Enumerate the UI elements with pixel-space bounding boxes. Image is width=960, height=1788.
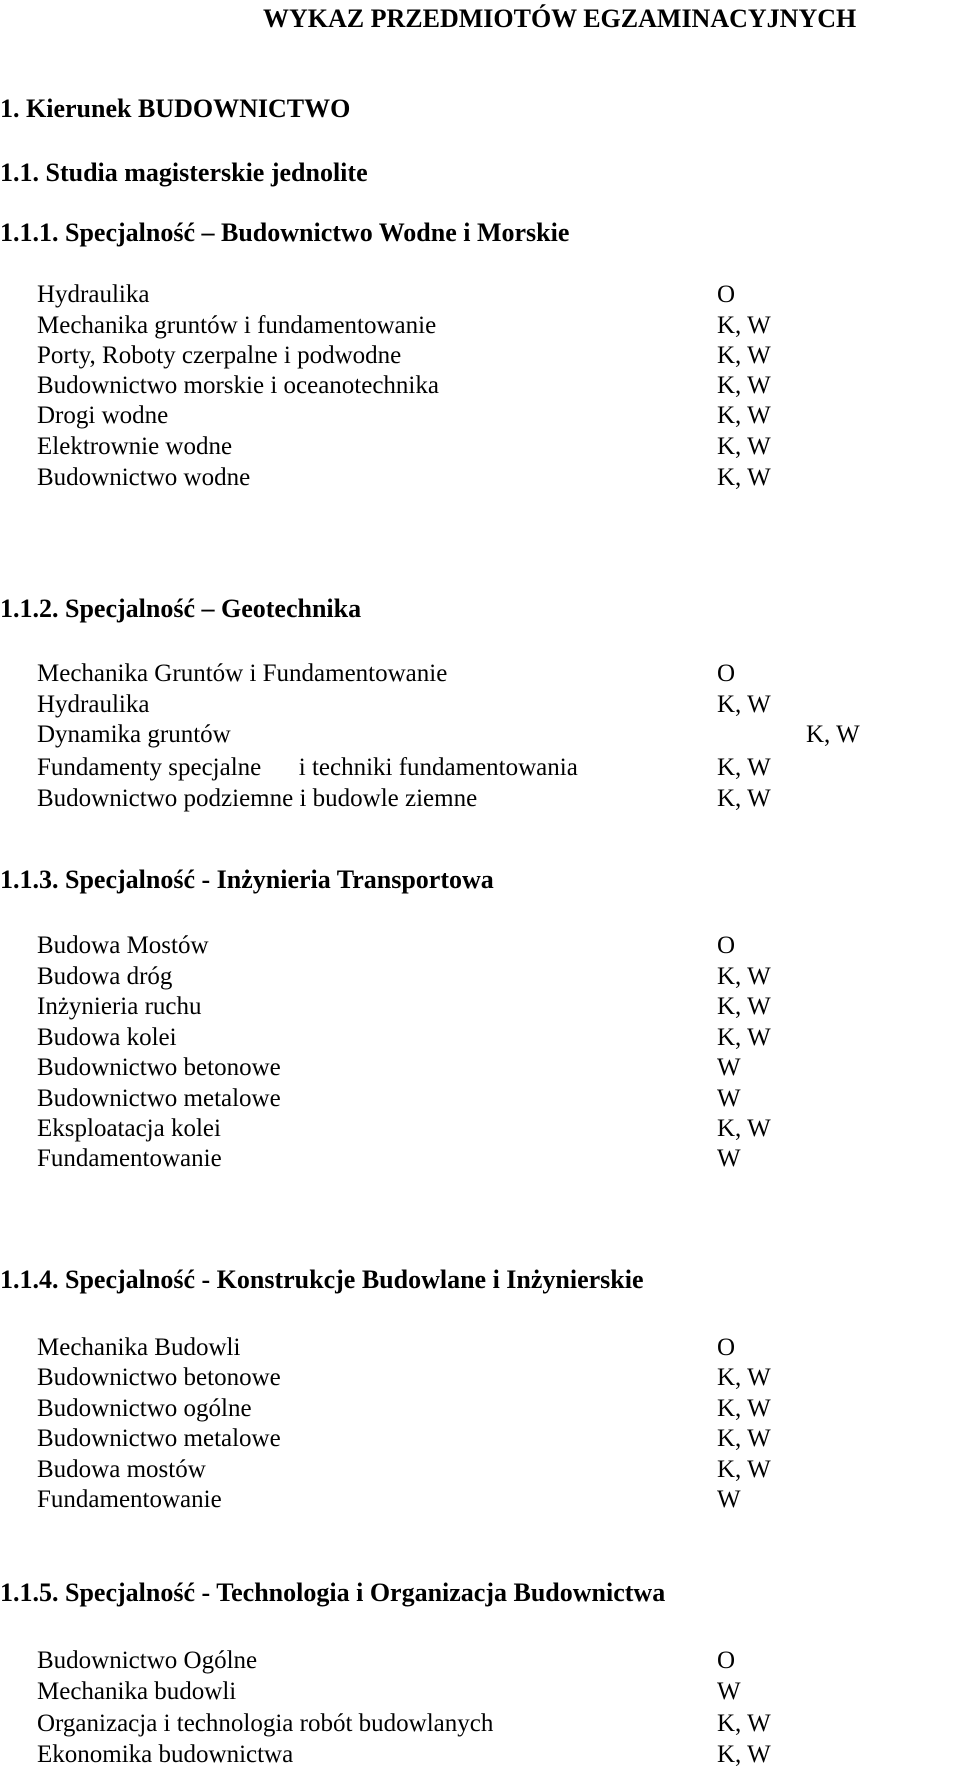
heading-studia: 1.1. Studia magisterskie jednolite <box>0 158 368 187</box>
subject-row <box>0 1483 960 1517</box>
subject-row <box>0 1112 960 1146</box>
exam-type: W <box>717 1145 741 1172</box>
subject-name: Fundamentowanie <box>37 1145 222 1172</box>
exam-type: O <box>717 932 736 959</box>
subject-row <box>0 461 960 495</box>
exam-type: W <box>717 1054 741 1081</box>
subject-row <box>0 1738 960 1772</box>
exam-type: K, W <box>717 372 771 399</box>
subject-name: Budowa kolei <box>37 1024 177 1051</box>
subject-name: Budowa mostów <box>37 1456 206 1483</box>
subject-name: Dynamika gruntów <box>37 721 231 748</box>
subject-name: Budownictwo podziemne i budowle ziemne <box>37 785 478 812</box>
document-title: WYKAZ PRZEDMIOTÓW EGZAMINACYJNYCH <box>263 4 857 33</box>
exam-type: K, W <box>717 464 771 491</box>
subject-name: Drogi wodne <box>37 402 169 429</box>
subject-name: Eksploatacja kolei <box>37 1115 221 1142</box>
subject-name: Budownictwo Ogólne <box>37 1647 258 1674</box>
subject-row <box>0 782 960 816</box>
section-heading: 1.1.4. Specjalność - Konstrukcje Budowlane i Inżynierskie <box>0 1265 644 1294</box>
subject-name: Mechanika Budowli <box>37 1334 241 1361</box>
exam-type: K, W <box>806 721 860 748</box>
section-heading: 1.1.3. Specjalność - Inżynieria Transportowa <box>0 865 494 894</box>
subject-name: Mechanika Gruntów i Fundamentowanie <box>37 660 448 687</box>
subject-row <box>0 1422 960 1456</box>
subject-name: Fundamenty specjalne i techniki fundamentowania <box>37 754 578 781</box>
exam-type: O <box>717 1334 736 1361</box>
subject-row <box>0 1331 960 1365</box>
subject-name: Mechanika budowli <box>37 1678 237 1705</box>
exam-type: K, W <box>717 1425 771 1452</box>
subject-row <box>0 657 960 691</box>
subject-name: Budownictwo wodne <box>37 464 251 491</box>
subject-name: Budowa Mostów <box>37 932 209 959</box>
subject-name: Budownictwo metalowe <box>37 1425 281 1452</box>
exam-type: K, W <box>717 433 771 460</box>
exam-type: K, W <box>717 993 771 1020</box>
subject-row <box>0 1453 960 1487</box>
subject-name: Budownictwo betonowe <box>37 1364 281 1391</box>
exam-type: K, W <box>717 1710 771 1737</box>
exam-type: W <box>717 1678 741 1705</box>
subject-row <box>0 369 960 403</box>
subject-name: Elektrownie wodne <box>37 433 233 460</box>
exam-type: K, W <box>717 1364 771 1391</box>
exam-type: K, W <box>717 1741 771 1768</box>
subject-row <box>0 960 960 994</box>
subject-name: Budownictwo metalowe <box>37 1085 281 1112</box>
exam-type: K, W <box>717 1395 771 1422</box>
subject-name: Hydraulika <box>37 281 150 308</box>
subject-name: Budownictwo ogólne <box>37 1395 252 1422</box>
subject-name: Organizacja i technologia robót budowlanych <box>37 1710 494 1737</box>
subject-row <box>0 430 960 464</box>
subject-row <box>0 929 960 963</box>
exam-type: K, W <box>717 963 771 990</box>
section-heading: 1.1.5. Specjalność - Technologia i Organizacja Budownictwa <box>0 1578 666 1607</box>
subject-row <box>0 688 960 722</box>
exam-type: K, W <box>717 342 771 369</box>
exam-type: K, W <box>717 312 771 339</box>
subject-name: Porty, Roboty czerpalne i podwodne <box>37 342 402 369</box>
subject-row <box>0 1361 960 1395</box>
heading-kierunek: 1. Kierunek BUDOWNICTWO <box>0 94 351 123</box>
exam-type: W <box>717 1486 741 1513</box>
subject-name: Inżynieria ruchu <box>37 993 202 1020</box>
subject-row <box>0 278 960 312</box>
subject-row <box>0 718 960 752</box>
subject-row <box>0 309 960 343</box>
exam-type: K, W <box>717 1115 771 1142</box>
subject-name: Hydraulika <box>37 691 150 718</box>
subject-name: Budowa dróg <box>37 963 173 990</box>
section-heading: 1.1.1. Specjalność – Budownictwo Wodne i Morskie <box>0 218 570 247</box>
exam-type: O <box>717 660 736 687</box>
subject-row <box>0 339 960 373</box>
subject-row <box>0 990 960 1024</box>
subject-row <box>0 1021 960 1055</box>
exam-type: K, W <box>717 785 771 812</box>
subject-row <box>0 1142 960 1176</box>
exam-type: K, W <box>717 754 771 781</box>
subject-row <box>0 399 960 433</box>
subject-row <box>0 751 960 785</box>
subject-row <box>0 1675 960 1709</box>
subject-row <box>0 1644 960 1678</box>
subject-name: Budownictwo betonowe <box>37 1054 281 1081</box>
exam-type: K, W <box>717 402 771 429</box>
exam-type: O <box>717 281 736 308</box>
subject-name: Mechanika gruntów i fundamentowanie <box>37 312 437 339</box>
subject-name: Budownictwo morskie i oceanotechnika <box>37 372 439 399</box>
subject-row <box>0 1707 960 1741</box>
exam-type: K, W <box>717 691 771 718</box>
exam-type: O <box>717 1647 736 1674</box>
subject-row <box>0 1082 960 1116</box>
subject-row <box>0 1051 960 1085</box>
exam-type: K, W <box>717 1456 771 1483</box>
subject-name: Fundamentowanie <box>37 1486 222 1513</box>
subject-row <box>0 1392 960 1426</box>
section-heading: 1.1.2. Specjalność – Geotechnika <box>0 594 362 623</box>
subject-name: Ekonomika budownictwa <box>37 1741 294 1768</box>
exam-type: W <box>717 1085 741 1112</box>
exam-type: K, W <box>717 1024 771 1051</box>
